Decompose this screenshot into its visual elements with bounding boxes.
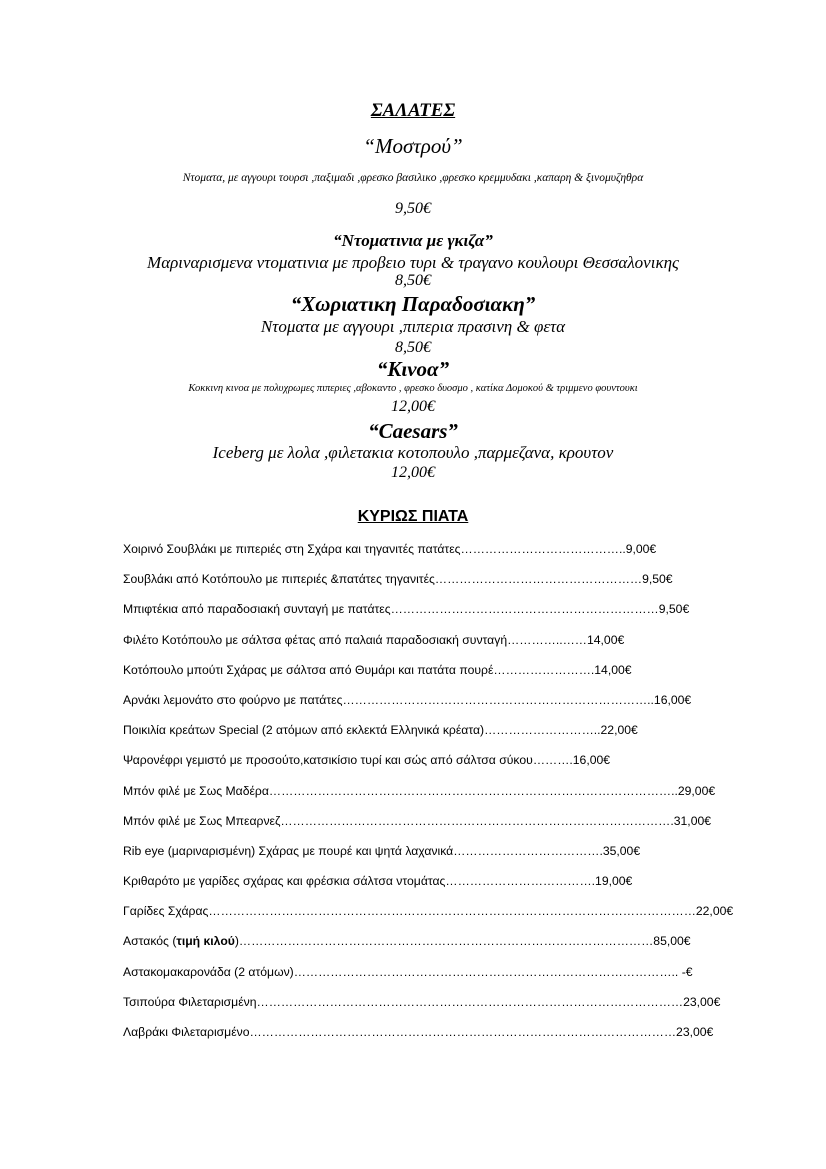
salad-description: Κοκκινη κινοα με πολυχρωμες πιπεριες ,αβοκαντο , φρεσκο δυοσμο , κατίκα Δομοκού & τριμμενο φουντουκι bbox=[188, 383, 638, 394]
main-dish-item: Μπόν φιλέ με Σως Μαδέρα………………………………………………………………………………………..29,00€ bbox=[123, 783, 716, 798]
salad-price: 12,00€ bbox=[391, 398, 435, 415]
main-dish-text: )…………………………………………………………………………………………85,00€ bbox=[234, 934, 691, 949]
salad-price: 12,00€ bbox=[391, 464, 435, 481]
main-dish-item: Γαρίδες Σχάρας…………………………………………………………………………………………………………22,00€ bbox=[123, 904, 734, 919]
main-dish-item: Κριθαρότο με γαρίδες σχάρας και φρέσκια σάλτσα ντομάτας……………………………….19,00€ bbox=[123, 874, 633, 889]
main-dish-item: Κοτόπουλο μπούτι Σχάρας με σάλτσα από Θυμάρι και πατάτα πουρέ…………………….14,00€ bbox=[123, 662, 632, 677]
salad-description: Ντοματα, με αγγουρι τουρσι ,παξιμαδι ,φρεσκο βασιλικο ,φρεσκο κρεμμυδακι ,καπαρη & ξινομυζηθρα bbox=[182, 172, 644, 184]
main-dish-text: Αστακός ( bbox=[123, 934, 177, 949]
main-dish-item: Rib eye (μαριναρισμένη) Σχάρας με πουρέ και ψητά λαχανικά……………………………….35,00€ bbox=[123, 843, 641, 858]
main-dish-item: Λαβράκι Φιλεταρισμένο……………………………………………………………………………………………23,00€ bbox=[123, 1025, 714, 1039]
salad-price: 9,50€ bbox=[395, 200, 431, 217]
price-per-kilo-note: τιμή κιλού bbox=[176, 934, 235, 949]
main-dish-item: Αρνάκι λεμονάτο στο φούρνο με πατάτες…………………………………………………………………..16,00€ bbox=[123, 692, 692, 707]
main-dish-item: Χοιρινό Σουβλάκι με πιπεριές στη Σχάρα και τηγανιτές πατάτες…………………………………..9,00€ bbox=[123, 542, 657, 556]
salad-description: Ντοματα με αγγουρι ,πιπερια πρασινη & φετα bbox=[260, 317, 566, 336]
salad-price: 8,50€ bbox=[395, 272, 431, 289]
main-dish-item: Φιλέτο Κοτόπουλο με σάλτσα φέτας από παλαιά παραδοσιακή συνταγή…………..……14,00€ bbox=[123, 632, 625, 647]
main-dish-item: Αστακομακαρονάδα (2 ατόμων)………………………………………………………………………………….. -€ bbox=[123, 964, 693, 979]
salads-title: ΣΑΛΑΤΕΣ bbox=[370, 100, 456, 121]
mains-title: ΚΥΡΙΩΣ ΠΙΑΤΑ bbox=[357, 508, 469, 525]
salad-description: Μαριναρισμενα ντοματινια με προβειο τυρι & τραγανο κουλουρι Θεσσαλονικης bbox=[147, 253, 679, 272]
main-dish-item: Σουβλάκι από Κοτόπουλο με πιπεριές &πατάτες τηγανιτές……………………………………………9,50€ bbox=[123, 572, 673, 587]
main-dish-item: Μπόν φιλέ με Σως Μπεαρνεζ…………………………………………………………………………………….31,00€ bbox=[123, 813, 712, 828]
main-dish-item: Τσιπούρα Φιλεταρισμένη……………………………………………………………………………………………23,00€ bbox=[123, 994, 721, 1009]
main-dish-item: Μπιφτέκια από παραδοσιακή συνταγή με πατάτες…………………………………………………………9,50€ bbox=[123, 602, 690, 617]
salad-price: 8,50€ bbox=[395, 339, 431, 356]
salad-name: “Caesars” bbox=[368, 419, 458, 443]
salad-name: “Κινοα” bbox=[376, 357, 450, 381]
salad-name: “Χωριατικη Παραδοσιακη” bbox=[290, 292, 536, 316]
salad-name: “Ντοματινια με γκιζα” bbox=[333, 231, 493, 250]
salad-description: Iceberg με λολα ,φιλετακια κοτοπουλο ,παρμεζανα, κρουτον bbox=[212, 443, 614, 462]
main-dish-item: Ποικιλία κρεάτων Special (2 ατόμων από εκλεκτά Ελληνικά κρέατα)………………………..22,00€ bbox=[123, 723, 638, 738]
main-dish-item bbox=[123, 933, 733, 963]
salad-name: “Μοστρού” bbox=[363, 134, 463, 158]
mains-list bbox=[123, 541, 733, 1054]
main-dish-item: Ψαρονέφρι γεμιστό με προσούτο,κατσικίσιο τυρί και σώς από σάλτσα σύκου……….16,00€ bbox=[123, 753, 611, 768]
